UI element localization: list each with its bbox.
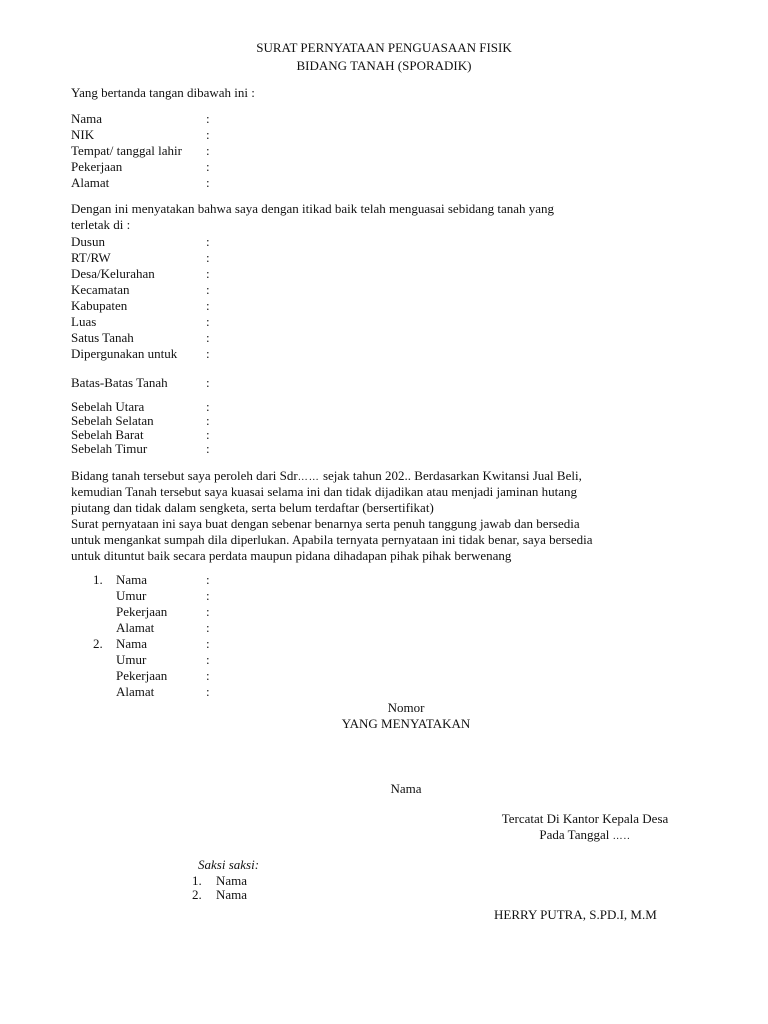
field-label: Alamat [71, 175, 110, 190]
list-number: 1. [192, 873, 202, 888]
yang-menyatakan-label: YANG MENYATAKAN [341, 716, 471, 731]
field-label: Sebelah Barat [71, 427, 144, 442]
registration-line: Tercatat Di Kantor Kepala Desa [501, 811, 669, 826]
field-label: Alamat [116, 620, 155, 635]
field-label: Pekerjaan [116, 604, 168, 619]
field-label: Sebelah Selatan [71, 413, 154, 428]
field-colon: : [206, 668, 210, 683]
nomor-label: Nomor [387, 700, 425, 715]
blank-dots: …… [297, 472, 320, 483]
list-number: 1. [93, 572, 103, 587]
paragraph-text: Bidang tanah tersebut saya peroleh dari Sdr [71, 468, 298, 483]
field-label: Dipergunakan untuk [71, 346, 178, 361]
field-label: NIK [71, 127, 95, 142]
field-label: Nama [71, 111, 103, 126]
field-label: Satus Tanah [71, 330, 134, 345]
field-label: Nama [116, 572, 148, 587]
field-colon: : [206, 684, 210, 699]
field-label: Desa/Kelurahan [71, 266, 155, 281]
field-label: Pekerjaan [116, 668, 168, 683]
field-colon: : [206, 427, 210, 442]
field-colon: : [206, 636, 210, 651]
witness-name: Nama [216, 873, 248, 888]
witnesses-label: Saksi saksi: [198, 857, 260, 872]
field-colon: : [206, 441, 210, 456]
registration-date-line [468, 827, 702, 845]
document-title-line1: SURAT PERNYATAAN PENGUASAAN FISIK [256, 40, 512, 55]
list-number: 2. [192, 887, 202, 902]
blank-dots: ….. [612, 831, 631, 842]
field-colon: : [206, 159, 210, 174]
field-colon: : [206, 175, 210, 190]
boundaries-label: Batas-Batas Tanah [71, 375, 168, 390]
statement-line: terletak di : [71, 217, 131, 232]
field-label: Umur [116, 652, 147, 667]
field-label: Luas [71, 314, 97, 329]
field-colon: : [206, 652, 210, 667]
intro-text: Yang bertanda tangan dibawah ini : [71, 85, 255, 100]
field-colon: : [206, 298, 210, 313]
paragraph-line: piutang dan tidak dalam sengketa, serta belum terdaftar (bersertifikat) [71, 500, 434, 515]
field-label: Kabupaten [71, 298, 128, 313]
field-colon: : [206, 111, 210, 126]
field-label: Sebelah Timur [71, 441, 148, 456]
field-label: RT/RW [71, 250, 111, 265]
field-label: Sebelah Utara [71, 399, 145, 414]
paragraph-line: Surat pernyataan ini saya buat dengan sebenar benarnya serta penuh tanggung jawab dan bersedia [71, 516, 580, 531]
field-label: Umur [116, 588, 147, 603]
field-label: Pekerjaan [71, 159, 123, 174]
witness-name: Nama [216, 887, 248, 902]
field-colon: : [206, 127, 210, 142]
official-name: HERRY PUTRA, S.PD.I, M.M [494, 907, 657, 922]
paragraph-text: sejak tahun 202.. Berdasarkan Kwitansi Jual Beli, [319, 468, 582, 483]
field-colon: : [206, 572, 210, 587]
signatory-name: Nama [390, 781, 422, 796]
field-colon: : [206, 588, 210, 603]
paragraph-line: kemudian Tanah tersebut saya kuasai selama ini dan tidak dijadikan atau menjadi jaminan hutang [71, 484, 578, 499]
field-colon: : [206, 346, 210, 361]
paragraph-line: untuk dituntut baik secara perdata maupun pidana dihadapan pihak pihak berwenang [71, 548, 512, 563]
field-colon: : [206, 604, 210, 619]
field-colon: : [206, 413, 210, 428]
statement-line: Dengan ini menyatakan bahwa saya dengan itikad baik telah menguasai sebidang tanah yang [71, 201, 554, 216]
field-colon: : [206, 234, 210, 249]
field-label: Nama [116, 636, 148, 651]
field-label: Kecamatan [71, 282, 130, 297]
field-label: Dusun [71, 234, 105, 249]
field-colon: : [206, 143, 210, 158]
field-colon: : [206, 266, 210, 281]
field-colon: : [206, 399, 210, 414]
field-label: Tempat/ tanggal lahir [71, 143, 182, 158]
paragraph-line: untuk mengankat sumpah dila diperlukan. Apabila ternyata pernyataan ini tidak benar, saya bersedia [71, 532, 593, 547]
registration-date-label: Pada Tanggal [539, 827, 613, 842]
field-colon: : [206, 375, 210, 390]
list-number: 2. [93, 636, 103, 651]
field-colon: : [206, 250, 210, 265]
field-label: Alamat [116, 684, 155, 699]
field-colon: : [206, 620, 210, 635]
document-title-line2: BIDANG TANAH (SPORADIK) [296, 58, 472, 73]
field-colon: : [206, 314, 210, 329]
field-colon: : [206, 330, 210, 345]
field-colon: : [206, 282, 210, 297]
